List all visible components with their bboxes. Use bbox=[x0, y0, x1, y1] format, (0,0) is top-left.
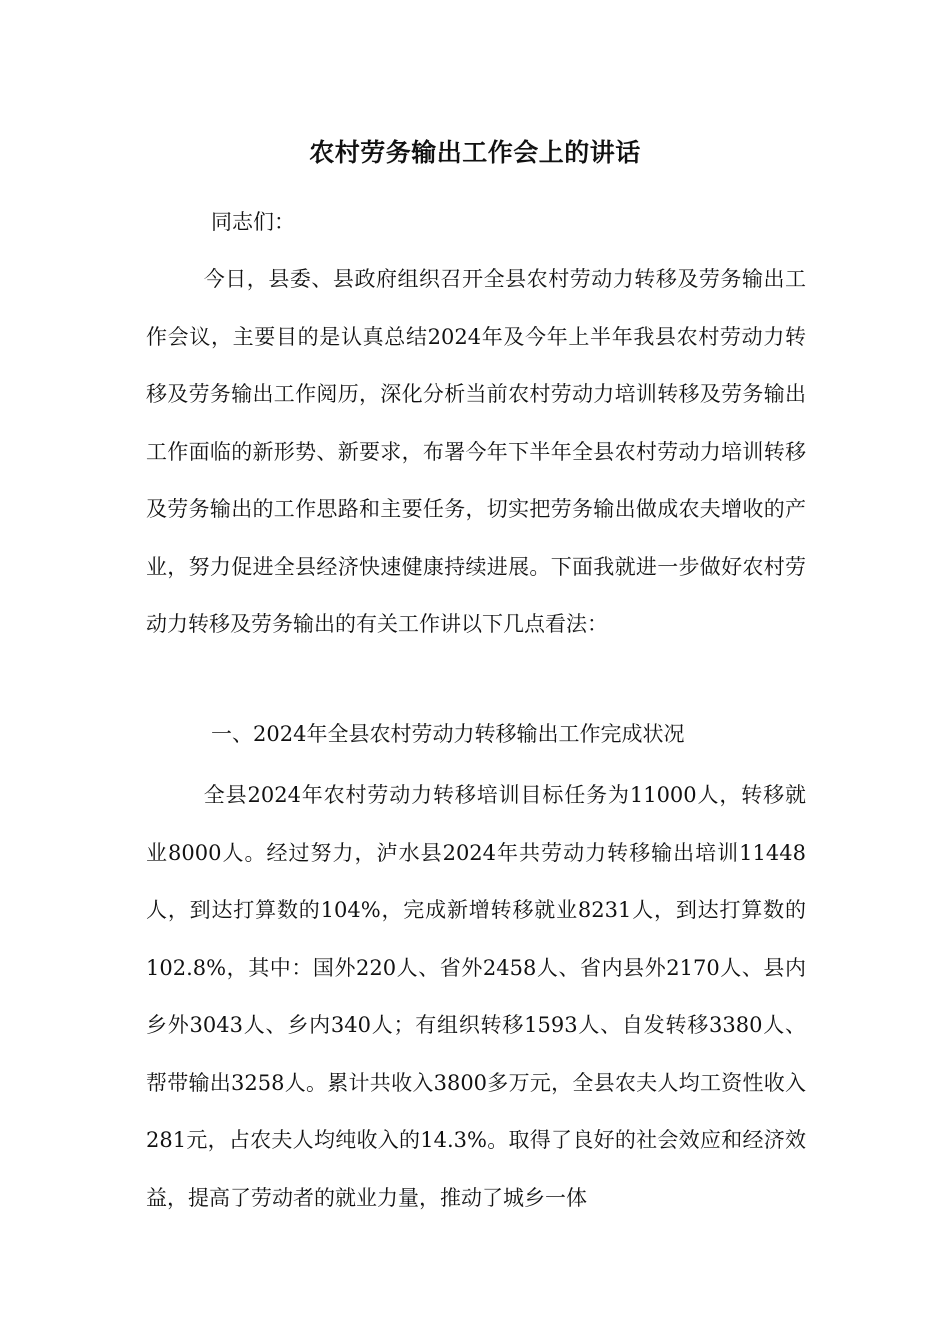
section-heading-1: 一、2024年全县农村劳动力转移输出工作完成状况 bbox=[211, 722, 685, 746]
paragraph-intro: 今日，县委、县政府组织召开全县农村劳动力转移及劳务输出工作会议，主要目的是认真总结2024年及今年上半年我县农村劳动力转移及劳务输出工作阅历，深化分析当前农村劳动力培训转移及劳务输出工作面临的新形势、新要求，布署今年下半年全县农村劳动力培训转移及劳务输出的工作思路和主要任务，切实把劳务输出做成农夫增收的产业，努力促进全县经济快速健康持续进展。下面我就进一步做好农村劳动力转移及劳务输出的有关工作讲以下几点看法： bbox=[146, 267, 806, 636]
document-title: 农村劳务输出工作会上的讲话 bbox=[309, 138, 641, 167]
paragraph-section-1: 全县2024年农村劳动力转移培训目标任务为11000人，转移就业8000人。经过努力，泸水县2024年共劳动力转移输出培训11448人，到达打算数的104%，完成新增转移就业8231人，到达打算数的102.8%，其中：国外220人、省外2458人、省内县外2170人、县内乡外3043人、乡内340人；有组织转移1593人、自发转移3380人、帮带输出3258人。累计共收入3800多万元，全县农夫人均工资性收入281元，占农夫人均纯收入的14.3%。取得了良好的社会效应和经济效益，提高了劳动者的就业力量，推动了城乡一体 bbox=[146, 783, 806, 1210]
salutation: 同志们： bbox=[211, 210, 295, 234]
